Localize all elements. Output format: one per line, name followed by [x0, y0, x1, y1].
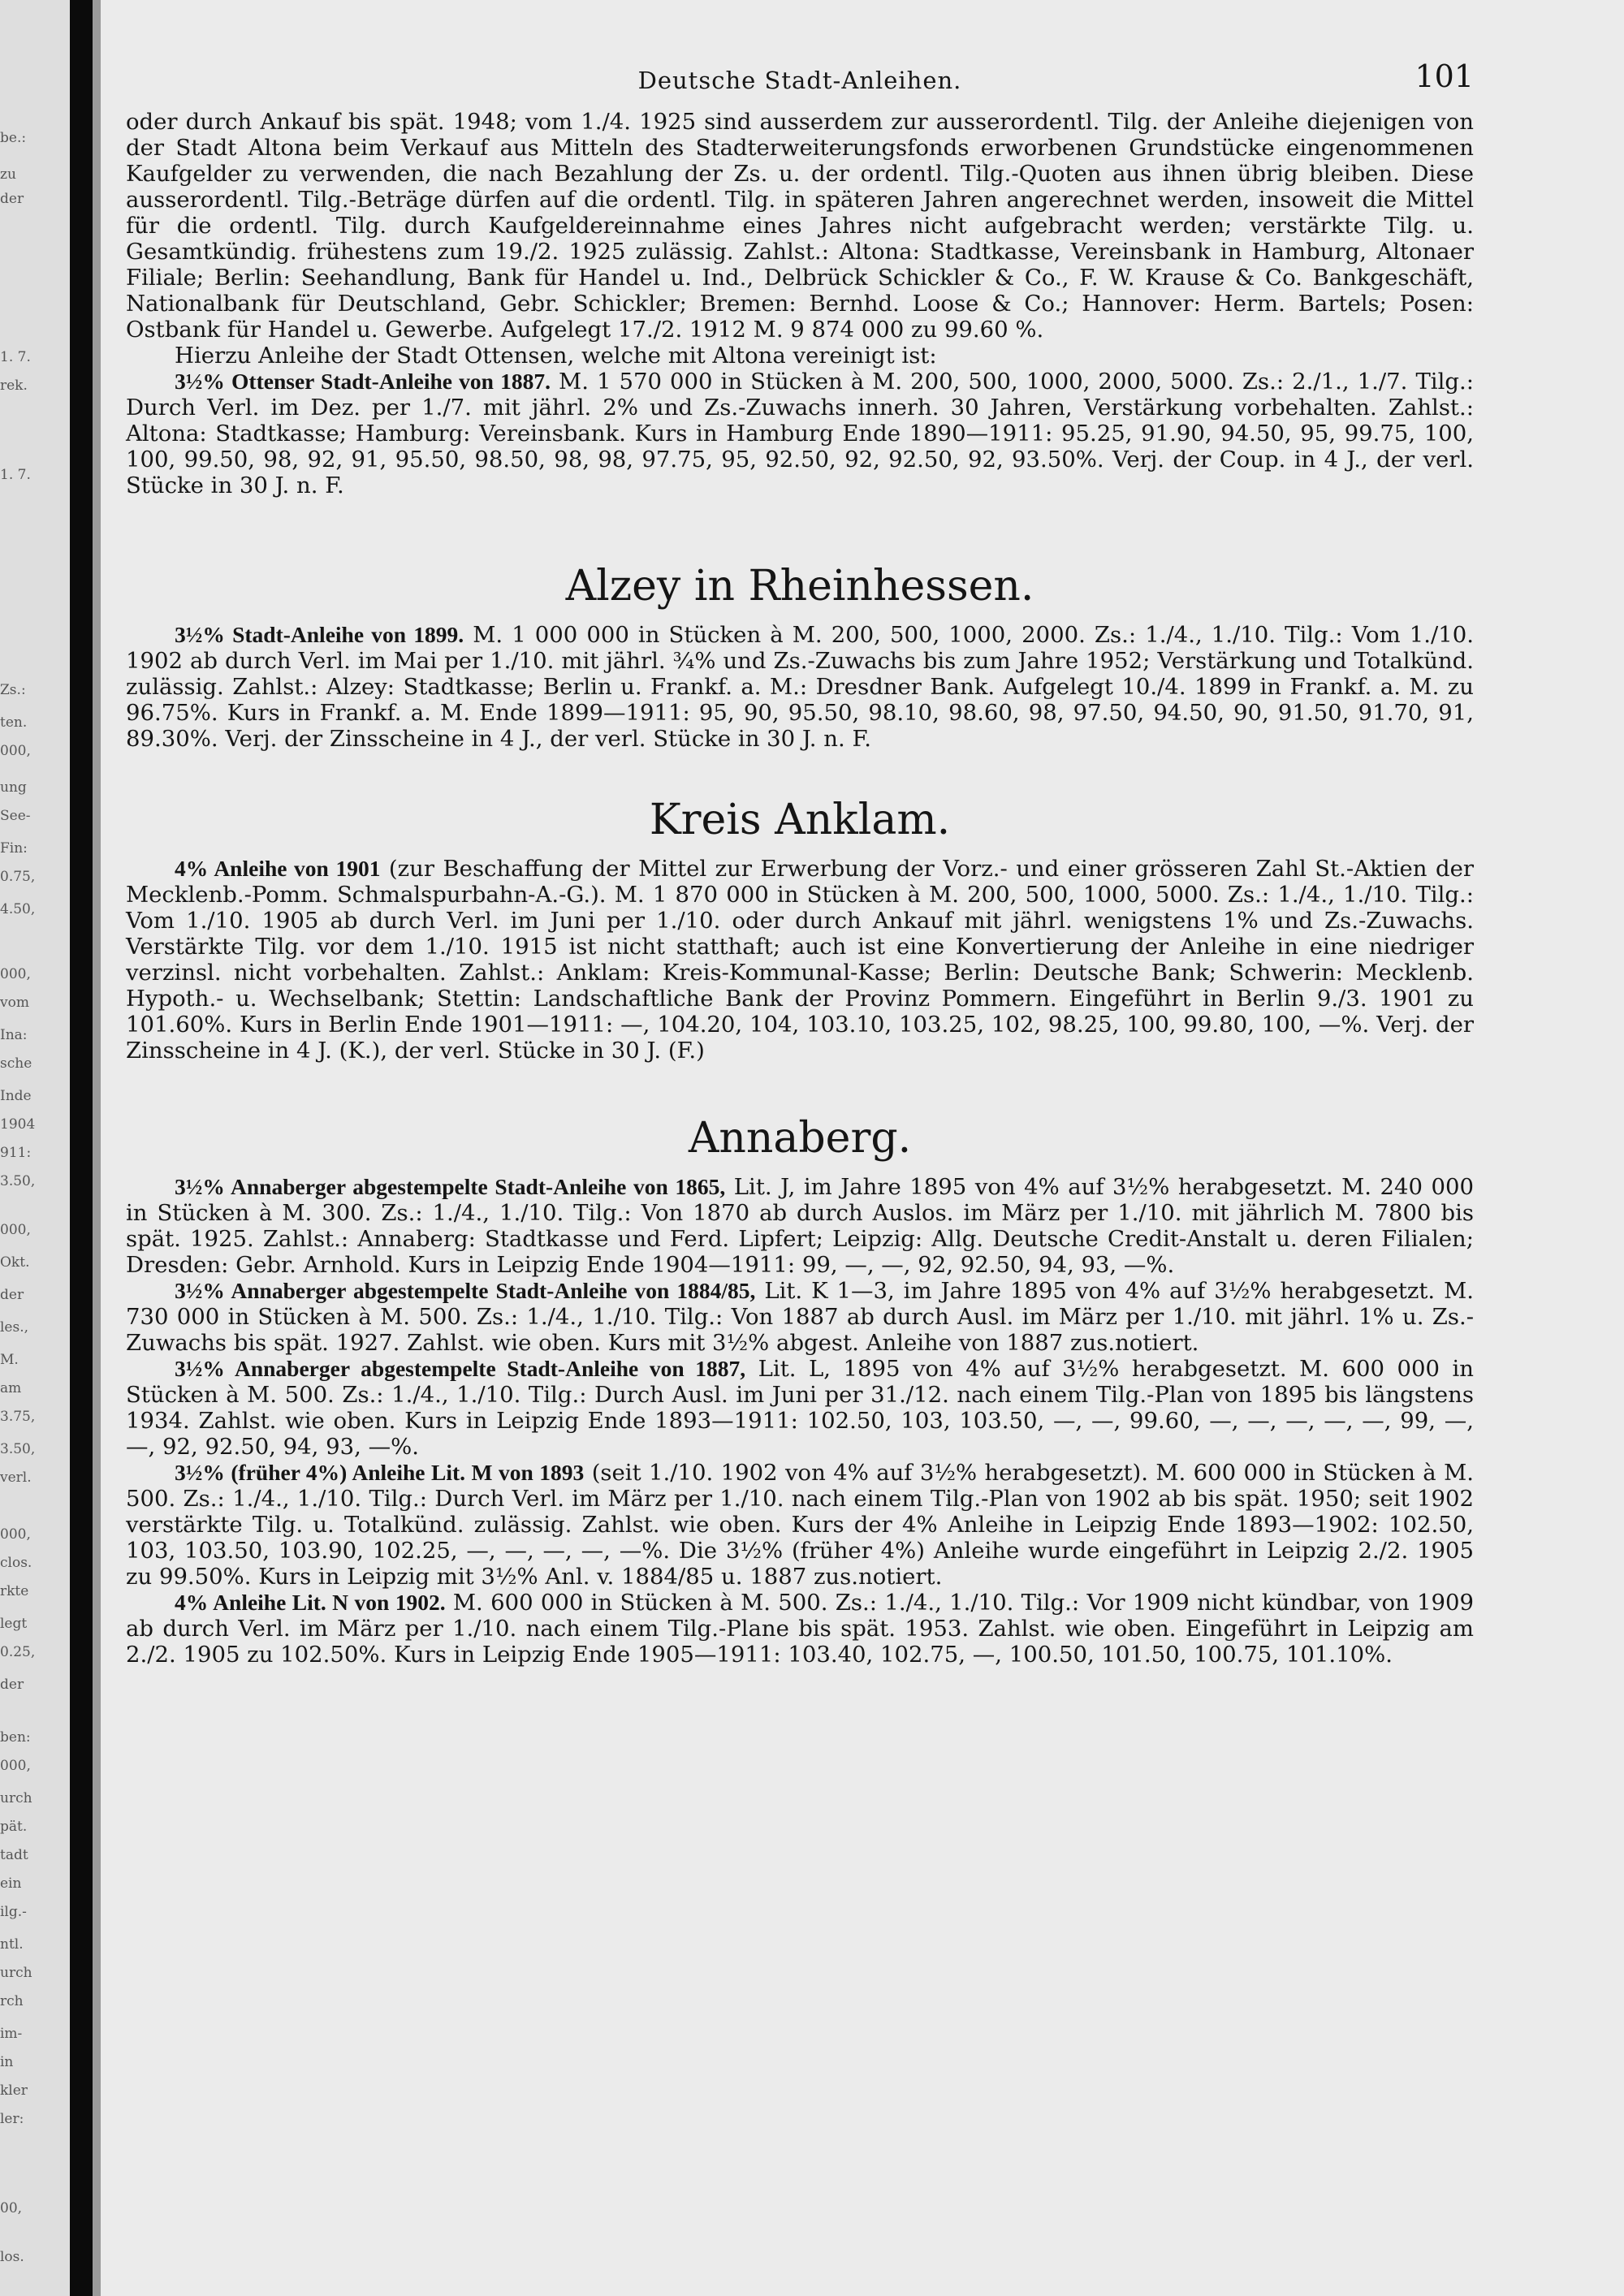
gutter-fragment: See- [0, 808, 31, 824]
gutter-fragment: 00, [0, 2200, 23, 2216]
running-header [126, 58, 1474, 107]
gutter-fragment: 000, [0, 743, 31, 759]
gutter-fragment: verl. [0, 1470, 32, 1486]
anklam-text: (zur Beschaffung der Mittel zur Erwerbung der Vorz.- und einer grösseren Zahl St.-Aktien der Mecklenb.-Pomm. Schmalspurbahn-A.-G.). M. 1 870 000 in Stücken à M. 200, 500, 1000, 5000. Zs.: 1./4., 1./10. Tilg.: Vom 1./10. 1905 ab durch Verl. im Juni per 1./10. oder durch Ankauf mit jährl. wenigstens 1% und Zs.-Zuwachs. Verstärkte Tilg. vor dem 1./10. 1915 ist nicht statthaft; auch ist eine Konvertierung der Anleihe in eine niedriger verzinsl. nicht vorbehalten. Zahlst.: Anklam: Kreis-Kommunal-Kasse; Berlin: Deutsche Bank; Schwerin: Mecklenb. Hypoth.- u. Wechselbank; Stettin: Landschaftliche Bank der Provinz Pommern. Eingeführt in Berlin 9./3. 1901 zu 101.60%. Kurs in Berlin Ende 1901—1911: —, 104.20, 104, 103.10, 103.25, 102, 98.25, 100, 99.80, 100, —%. Verj. der Zinsscheine in 4 J. (K.), der verl. Stücke in 30 J. (F.) [126, 856, 1474, 1064]
ottensen-title: 3½% Ottenser Stadt-Anleihe von 1887. [175, 369, 551, 394]
annaberg-entry-title: 4% Anleihe Lit. N von 1902. [175, 1590, 446, 1615]
gutter-fragment: los. [0, 2249, 24, 2265]
gutter-fragment: 1904 [0, 1116, 36, 1133]
facing-page-gutter [0, 0, 70, 2296]
gutter-fragment: 3.50, [0, 1173, 36, 1189]
gutter-fragment: urch [0, 1965, 32, 1981]
annaberg-entry-text: M. 600 000 in Stücken à M. 500. Zs.: 1./4., 1./10. Tilg.: Vor 1909 nicht kündbar, von 1909 ab durch Verl. im März per 1./10. nach einem Tilg.-Plane bis spät. 1953. Zahlst. wie oben. Eingeführt in Leipzig am 2./2. 1905 zu 102.50%. Kurs in Leipzig Ende 1905—1911: 103.40, 102.75, —, 100.50, 101.50, 100.75, 101.10%. [126, 1590, 1474, 1668]
book-binding-shadow [70, 0, 93, 2296]
anklam-heading: Kreis Anklam. [649, 796, 951, 844]
annaberg-entry-title: 3½% Annaberger abgestempelte Stadt-Anleihe von 1887, [175, 1356, 746, 1381]
gutter-fragment: Okt. [0, 1254, 30, 1271]
gutter-fragment: 000, [0, 1526, 31, 1543]
gutter-fragment: rkte [0, 1583, 29, 1599]
gutter-fragment: vom [0, 995, 29, 1011]
gutter-fragment: im- [0, 2026, 23, 2042]
gutter-fragment: der [0, 191, 24, 207]
annaberg-entry [126, 1590, 1474, 1668]
annaberg-entry-title: 3½% Annaberger abgestempelte Stadt-Anleihe von 1865, [175, 1174, 726, 1199]
gutter-fragment: les., [0, 1319, 29, 1336]
gutter-fragment: Zs.: [0, 682, 26, 698]
gutter-fragment: zu [0, 166, 16, 183]
gutter-fragment: 0.25, [0, 1644, 36, 1660]
gutter-fragment: pät. [0, 1819, 28, 1835]
annaberg-entry-title: 3½% Annaberger abgestempelte Stadt-Anleihe von 1884/85, [175, 1278, 756, 1303]
ottensen-intro [126, 343, 1474, 369]
gutter-fragment: urch [0, 1790, 32, 1806]
gutter-fragment: M. [0, 1352, 19, 1368]
page-number: 101 [1415, 58, 1474, 94]
gutter-fragment: 1. 7. [0, 349, 31, 365]
gutter-fragment: ben: [0, 1729, 31, 1746]
gutter-fragment: rch [0, 1993, 24, 2009]
annaberg-entry-text: Lit. K 1—3, im Jahre 1895 von 4% auf 3½% herabgesetzt. M. 730 000 in Stücken à M. 500. Zs.: 1./4., 1./10. Tilg.: Von 1887 ab durch Ausl. im März per 1./10. mit jährl. 1% u. Zs.-Zuwachs bis spät. 1927. Zahlst. wie oben. Kurs mit 3½% abgest. Anleihe von 1887 zus.notiert. [126, 1278, 1474, 1356]
gutter-fragment: ung [0, 779, 27, 796]
gutter-fragment: be.: [0, 130, 27, 146]
gutter-fragment: 000, [0, 1758, 31, 1774]
ottensen-text: M. 1 570 000 in Stücken à M. 200, 500, 1000, 2000, 5000. Zs.: 2./1., 1./7. Tilg.: Durch Verl. im Dez. per 1./7. mit jährl. 2% und Zs.-Zuwachs innerh. 30 Jahren, Verstärkung vorbehalten. Zahlst.: Altona: Stadtkasse; Hamburg: Vereinsbank. Kurs in Hamburg Ende 1890—1911: 95.25, 91.90, 94.50, 95, 99.75, 100, 100, 99.50, 98, 92, 91, 95.50, 98.50, 98, 98, 97.75, 95, 92.50, 92, 92.50, 92, 93.50%. Verj. der Coup. in 4 J., der verl. Stücke in 30 J. n. F. [126, 369, 1474, 498]
gutter-fragment: der [0, 1287, 24, 1303]
alzey-title: 3½% Stadt-Anleihe von 1899. [175, 622, 464, 647]
gutter-fragment: rek. [0, 378, 28, 394]
annaberg-entry-title: 3½% (früher 4%) Anleihe Lit. M von 1893 [175, 1460, 585, 1485]
gutter-fragment: 3.50, [0, 1441, 36, 1457]
document-page [126, 58, 1474, 1668]
page-edge [93, 0, 101, 2296]
gutter-fragment: 000, [0, 966, 31, 982]
gutter-fragment: ntl. [0, 1936, 24, 1953]
annaberg-heading: Annaberg. [688, 1114, 912, 1163]
gutter-fragment: 1. 7. [0, 467, 31, 483]
ottensen-entry [126, 369, 1474, 498]
gutter-fragment: 4.50, [0, 901, 36, 917]
gutter-fragment: legt [0, 1616, 28, 1632]
gutter-fragment: 0.75, [0, 869, 36, 885]
gutter-fragment: 911: [0, 1145, 32, 1161]
gutter-fragment: 000, [0, 1222, 31, 1238]
annaberg-entry-text: (seit 1./10. 1902 von 4% auf 3½% herabgesetzt). M. 600 000 in Stücken à M. 500. Zs.: 1./4., 1./10. Tilg.: Durch Verl. im März per 1./10. nach einem Tilg.-Plan von 1902 ab bis spät. 1950; seit 1902 verstärkte Tilg. u. Totalkünd. zulässig. Zahlst. wie oben. Kurs der 4% Anleihe in Leipzig Ende 1893—1902: 102.50, 103, 103.50, 103.90, 102.25, —, —, —, —, —%. Die 3½% (früher 4%) Anleihe wurde eingeführt in Leipzig 2./2. 1905 zu 99.50%. Kurs in Leipzig mit 3½% Anl. v. 1884/85 u. 1887 zus.notiert. [126, 1460, 1474, 1590]
gutter-fragment: 3.75, [0, 1409, 36, 1425]
alzey-entry [126, 622, 1474, 752]
gutter-fragment: kler [0, 2082, 28, 2099]
gutter-fragment: in [0, 2054, 14, 2070]
gutter-fragment: ler: [0, 2111, 24, 2127]
ottensen-intro-text: Hierzu Anleihe der Stadt Ottensen, welche mit Altona vereinigt ist: [175, 343, 937, 369]
annaberg-entry [126, 1174, 1474, 1278]
anklam-entry [126, 856, 1474, 1064]
gutter-fragment: der [0, 1677, 24, 1693]
gutter-fragment: Inde [0, 1088, 32, 1104]
gutter-fragment: sche [0, 1055, 32, 1072]
running-title: Deutsche Stadt-Anleihen. [637, 67, 962, 94]
gutter-fragment: clos. [0, 1555, 32, 1571]
gutter-fragment: ilg.- [0, 1904, 27, 1920]
altona-text: oder durch Ankauf bis spät. 1948; vom 1./4. 1925 sind ausserdem zur ausserordentl. Tilg. der Anleihe diejenigen von der Stadt Altona beim Verkauf aus Mitteln des Stadterweiterungsfonds erworbenen Grundstücke eingenommenen Kaufgelder zu verwenden, die nach Bezahlung der Zs. u. der ordentl. Tilg.-Quoten aus ihnen übrig bleiben. Diese ausserordentl. Tilg.-Beträge dürfen auf die ordentl. Tilg. in späteren Jahren angerechnet werden, insoweit die Mittel für die ordentl. Tilg. durch Kaufgeldereinnahme eines Jahres nicht aufgebracht werden; verstärkte Tilg. u. Gesamtkündig. frühestens zum 19./2. 1925 zulässig. Zahlst.: Altona: Stadtkasse, Vereinsbank in Hamburg, Altonaer Filiale; Berlin: Seehandlung, Bank für Handel u. Ind., Delbrück Schickler & Co., F. W. Krause & Co. Bankgeschäft, Nationalbank für Deutschland, Gebr. Schickler; Bremen: Bernhd. Loose & Co.; Hannover: Herm. Bartels; Posen: Ostbank für Handel u. Gewerbe. Aufgelegt 17./2. 1912 M. 9 874 000 zu 99.60 %. [126, 109, 1474, 343]
annaberg-entry [126, 1356, 1474, 1460]
gutter-fragment: ten. [0, 714, 28, 731]
alzey-heading: Alzey in Rheinhessen. [565, 562, 1034, 611]
annaberg-entry [126, 1460, 1474, 1590]
gutter-fragment: am [0, 1380, 22, 1396]
annaberg-entry-text: Lit. J, im Jahre 1895 von 4% auf 3½% herabgesetzt. M. 240 000 in Stücken à M. 300. Zs.: 1./4., 1./10. Tilg.: Von 1870 ab durch Auslos. im März per 1./10. mit jährlich M. 7800 bis spät. 1925. Zahlst.: Annaberg: Stadtkasse und Ferd. Lipfert; Leipzig: Allg. Deutsche Credit-Anstalt u. deren Filialen; Dresden: Gebr. Arnhold. Kurs in Leipzig Ende 1904—1911: 99, —, —, 92, 92.50, 94, 93, —%. [126, 1174, 1474, 1278]
gutter-fragment: ein [0, 1875, 22, 1892]
alzey-text: M. 1 000 000 in Stücken à M. 200, 500, 1000, 2000. Zs.: 1./4., 1./10. Tilg.: Vom 1./10. 1902 ab durch Verl. im Mai per 1./10. mit jährl. ¾% und Zs.-Zuwachs bis zum Jahre 1952; Verstärkung und Totalkünd. zulässig. Zahlst.: Alzey: Stadtkasse; Berlin u. Frankf. a. M.: Dresdner Bank. Aufgelegt 10./4. 1899 in Frankf. a. M. zu 96.75%. Kurs in Frankf. a. M. Ende 1899—1911: 95, 90, 95.50, 98.10, 98.60, 98, 97.50, 94.50, 90, 91.50, 91.70, 91, 89.30%. Verj. der Zinsscheine in 4 J., der verl. Stücke in 30 J. n. F. [126, 622, 1475, 752]
gutter-fragment: Ina: [0, 1027, 28, 1043]
anklam-title: 4% Anleihe von 1901 [175, 856, 381, 881]
annaberg-entry [126, 1278, 1474, 1356]
annaberg-entry-text: Lit. L, 1895 von 4% auf 3½% herabgesetzt. M. 600 000 in Stücken à M. 500. Zs.: 1./4., 1./10. Tilg.: Durch Ausl. im Juni per 31./12. nach einem Tilg.-Plan von 1895 bis längstens 1934. Zahlst. wie oben. Kurs in Leipzig Ende 1893—1911: 102.50, 103, 103.50, —, —, 99.60, —, —, —, —, —, 99, —, —, 92, 92.50, 94, 93, —%. [126, 1356, 1474, 1460]
gutter-fragment: Fin: [0, 840, 28, 857]
altona-continuation [126, 109, 1474, 343]
gutter-fragment: tadt [0, 1847, 28, 1863]
